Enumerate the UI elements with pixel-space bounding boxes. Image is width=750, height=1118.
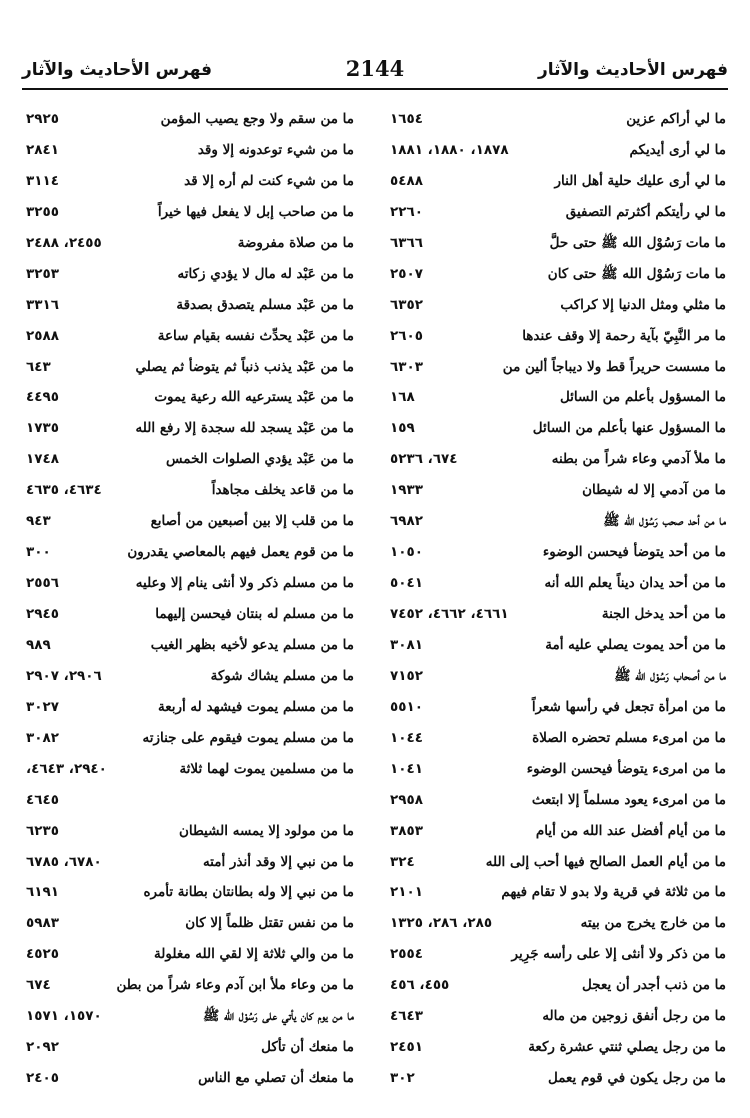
entry-text: ما من صاحب إبل لا يفعل فيها خيراً [157, 203, 354, 220]
index-entry [22, 939, 362, 970]
entry-text: ما من نفس تقتل ظلماً إلا كان [185, 915, 354, 932]
entry-reference-number: ٢٤٥٥، ٢٤٨٨ [26, 234, 102, 251]
index-entry [22, 785, 362, 816]
entry-reference-number: ٧١٥٢ [390, 667, 423, 684]
index-entry [386, 1001, 726, 1032]
entry-text: ما مر النَّبِيّ بآية رحمة إلا وقف عندها [522, 327, 726, 344]
index-entry [386, 847, 726, 878]
index-entry [22, 321, 362, 352]
entry-text: ما من مسلم يشاك شوكة [210, 667, 354, 684]
entry-text: ما المسؤول بأعلم من السائل [559, 389, 726, 406]
entry-text: ما من نبي إلا وقد أنذر أمته [202, 853, 354, 870]
entry-reference-number: ٤٥٢٥ [26, 946, 59, 963]
index-entry [22, 1032, 362, 1063]
entry-text: ما مات رَسُوْل الله ﷺ حتى كان [547, 265, 726, 282]
entry-text: ما مات رَسُوْل الله ﷺ حتى حلَّ [549, 234, 726, 251]
entry-reference-number: ١٠٤١ [390, 760, 423, 777]
entry-reference-number: ٦٧٤، ٥٢٣٦ [390, 451, 458, 468]
entry-text: ما لي رأيتكم أكثرتم التصفيق [565, 203, 726, 220]
index-entry [22, 661, 362, 692]
entry-reference-number: ٢٥٠٧ [390, 265, 423, 282]
entry-text: ما من شيء توعدونه إلا وقد [197, 141, 354, 158]
entry-text: ما مسست حريراً قط ولا ديباجاً ألين من [502, 358, 726, 375]
index-entry [386, 1032, 726, 1063]
index-entry [22, 537, 362, 568]
index-entry [386, 475, 726, 506]
entry-text: ما من آدمي إلا له شيطان [582, 482, 726, 499]
index-entry [386, 661, 726, 692]
entry-reference-number: ١٠٥٠ [390, 544, 423, 561]
entry-reference-number: ٦٧٨٠، ٦٧٨٥ [26, 853, 102, 870]
index-entry [386, 352, 726, 383]
index-entry [22, 908, 362, 939]
index-entry [386, 723, 726, 754]
entry-text: ما لي أرى عليك حلية أهل النار [554, 172, 726, 189]
entry-reference-number: ١٧٤٨ [26, 451, 59, 468]
entry-text: ما من امرأة تجعل في رأسها شعراً [531, 698, 726, 715]
index-entry [386, 630, 726, 661]
index-entry [22, 847, 362, 878]
entry-reference-number: ٣٢٥٣ [26, 265, 59, 282]
entry-reference-number: ٣٠٢٧ [26, 698, 59, 715]
entry-reference-number: ٦١٩١ [26, 884, 59, 901]
index-entry [22, 599, 362, 630]
entry-reference-number: ٩٤٣ [26, 513, 51, 530]
entry-text: ما من رجل يكون في قوم يعمل [547, 1070, 726, 1087]
entry-text: ما من رجل يصلي ثنتي عشرة ركعة [528, 1039, 726, 1056]
entry-text: ما من عَبْد مسلم يتصدق بصدقة [176, 296, 354, 313]
entry-text: ما من مسلم يموت فيقوم على جنازته [142, 729, 354, 746]
index-entry [386, 754, 726, 785]
index-entry [22, 197, 362, 228]
entry-reference-number: ٢٨٥، ٢٨٦، ١٣٢٥ [390, 915, 493, 932]
index-entry [22, 1001, 362, 1032]
entry-text: ما من عَبْد يؤدي الصلوات الخمس [166, 451, 354, 468]
entry-text: ما من والي ثلاثة إلا لقي الله مغلولة [154, 946, 354, 963]
index-entry [22, 166, 362, 197]
index-entry [386, 228, 726, 259]
page-number: 2144 [345, 56, 405, 81]
entry-text: ما من قلب إلا بين أصبعين من أصابع [150, 513, 354, 530]
index-entry [22, 1063, 362, 1094]
entry-reference-number: ٣٠٠ [26, 544, 51, 561]
entry-reference-number: ٦٢٣٥ [26, 822, 59, 839]
entry-text: ما من صلاة مفروضة [237, 234, 354, 251]
entry-text: ما من أيام العمل الصالح فيها أحب إلى الله [485, 853, 726, 870]
entry-reference-number: ٢٢٦٠ [390, 203, 423, 220]
index-entry [386, 506, 726, 537]
entry-reference-number: ٩٨٩ [26, 636, 51, 653]
entry-text: ما لي أرى أيديكم [629, 141, 726, 158]
index-entry [386, 568, 726, 599]
index-entry [386, 692, 726, 723]
entry-reference-number: ٢٩٥٨ [390, 791, 423, 808]
index-entry [386, 970, 726, 1001]
index-entry [22, 413, 362, 444]
entry-text: ما من عَبْد يحدِّث نفسه بقيام ساعة [157, 327, 354, 344]
index-entry [386, 1063, 726, 1094]
index-entry [22, 754, 362, 785]
running-title-left: فهرس الأحاديث والآثار [22, 60, 213, 80]
entry-reference-number: ٤٦٤٣ [390, 1008, 423, 1025]
entry-text: ما من عَبْد يسترعيه الله رعية يموت [154, 389, 354, 406]
entry-text: ما لي أراكم عزين [626, 111, 726, 127]
index-entry [22, 506, 362, 537]
entry-reference-number: ٤٥٥، ٤٥٦ [390, 977, 450, 994]
entry-reference-number: ١٥٩ [390, 420, 415, 437]
entry-text: ما مثلي ومثل الدنيا إلا كراكب [560, 296, 726, 313]
entry-reference-number: ٤٤٩٥ [26, 389, 59, 406]
entry-text: ما من مسلم يموت فيشهد له أربعة [157, 698, 354, 715]
page-header [22, 52, 728, 88]
entry-reference-number: ٢٩٤٠، ٤٦٤٣، [26, 760, 107, 777]
index-entry [22, 630, 362, 661]
entry-text: ما من أحد يتوضأ فيحسن الوضوء [542, 544, 726, 561]
entry-reference-number: ٤٦٤٥ [26, 791, 59, 808]
entry-reference-number: ٣٣١٦ [26, 296, 59, 313]
entry-text: ما ملأ آدمي وعاء شراً من بطنه [551, 451, 726, 468]
entry-reference-number: ١٦٥٤ [390, 111, 423, 127]
entry-text: ما من أيام أفضل عند الله من أيام [535, 822, 726, 839]
entry-text: ما من يوم كان يأتي على رَسُوْل الله ﷺ [202, 1008, 354, 1025]
entry-reference-number: ٥٤٨٨ [390, 172, 423, 189]
entry-text: ما من مسلم يدعو لأخيه بظهر الغيب [150, 636, 354, 653]
index-entry [386, 413, 726, 444]
index-entry [386, 382, 726, 413]
entry-reference-number: ١٦٨ [390, 389, 415, 406]
entry-reference-number: ٦٤٣ [26, 358, 51, 375]
entry-text: ما من عَبْد يذنب ذنباً ثم يتوضأ ثم يصلي [135, 358, 354, 375]
entry-text: ما من عَبْد يسجد لله سجدة إلا رفع الله [135, 420, 354, 437]
entry-text: ما من امرىء يعود مسلماً إلا ابتعث [531, 791, 726, 808]
index-entry [22, 970, 362, 1001]
entry-text: ما منعك أن تصلي مع الناس [198, 1070, 354, 1087]
index-entry [386, 444, 726, 475]
entry-text: ما من ذنب أجدر أن يعجل [582, 977, 726, 994]
entry-reference-number: ٦٣٥٢ [390, 296, 423, 313]
index-entry [386, 908, 726, 939]
entry-text: ما من شيء كنت لم أره إلا قد [184, 172, 354, 189]
entry-reference-number: ٤٦٣٤، ٤٦٣٥ [26, 482, 102, 499]
entry-text: ما من وعاء ملأ ابن آدم وعاء شراً من بطن [116, 977, 354, 994]
entry-reference-number: ٦٣٦٦ [390, 234, 423, 251]
entry-reference-number: ٦٧٤ [26, 977, 51, 994]
entry-text: ما من امرىء يتوضأ فيحسن الوضوء [526, 760, 726, 777]
index-entry [386, 166, 726, 197]
index-entry [386, 785, 726, 816]
index-entry [22, 877, 362, 908]
entry-reference-number: ١٩٣٣ [390, 482, 423, 499]
index-entry [22, 692, 362, 723]
entry-reference-number: ٢٨٤١ [26, 141, 59, 158]
entry-text: ما من ذكر ولا أنثى إلا على رأسه جَرِير [511, 946, 726, 963]
entry-reference-number: ٣٠٨١ [390, 636, 423, 653]
entry-reference-number: ٢٤٠٥ [26, 1070, 59, 1087]
index-entry [22, 259, 362, 290]
entry-reference-number: ٣٢٤ [390, 853, 415, 870]
entry-reference-number: ٢٥٨٨ [26, 327, 59, 344]
entry-reference-number: ٣٠٢ [390, 1070, 415, 1087]
running-title-right: فهرس الأحاديث والآثار [537, 60, 728, 80]
entry-reference-number: ٤٦٦١، ٤٦٦٢، ٧٤٥٢ [390, 606, 509, 622]
entry-text: ما من قوم يعمل فيهم بالمعاصي يقدرون [127, 544, 354, 561]
index-entry [22, 352, 362, 383]
entry-reference-number: ٢٥٥٤ [390, 946, 423, 963]
entry-text: ما من سقم ولا وجع يصيب المؤمن [160, 111, 354, 127]
entry-text: ما من عَبْد له مال لا يؤدي زكاته [177, 265, 354, 282]
entry-text: ما المسؤول عنها بأعلم من السائل [532, 420, 726, 437]
index-entry [22, 475, 362, 506]
entry-reference-number: ٥٥١٠ [390, 698, 423, 715]
index-entry [386, 135, 726, 166]
index-entry [386, 104, 726, 135]
entry-text: ما من امرىء مسلم تحضره الصلاة [532, 729, 726, 746]
entry-reference-number: ٢٥٥٦ [26, 575, 59, 592]
index-entry [386, 259, 726, 290]
entry-reference-number: ١٠٤٤ [390, 729, 423, 746]
index-entry [386, 290, 726, 321]
entry-reference-number: ٢٩٢٥ [26, 111, 59, 127]
index-entry [386, 537, 726, 568]
entry-reference-number: ١٨٧٨، ١٨٨٠، ١٨٨١ [390, 141, 509, 158]
index-entry [22, 723, 362, 754]
entry-reference-number: ٦٣٠٣ [390, 358, 423, 375]
entry-reference-number: ١٧٣٥ [26, 420, 59, 437]
entry-text: ما من أحد يدخل الجنة [601, 606, 726, 622]
index-entry [386, 939, 726, 970]
entry-reference-number: ٥٩٨٣ [26, 915, 59, 932]
entry-text: ما من أصحاب رَسُوْل الله ﷺ [614, 667, 726, 684]
entry-reference-number: ٢١٠١ [390, 884, 423, 901]
entry-reference-number: ٣١١٤ [26, 172, 59, 189]
entry-text: ما من خارج يخرج من بيته [580, 915, 726, 932]
entry-text: ما من نبي إلا وله بطانتان بطانة تأمره [143, 884, 354, 901]
entry-reference-number: ٢٦٠٥ [390, 327, 423, 344]
entry-reference-number: ٢٠٩٢ [26, 1039, 59, 1056]
entry-text: ما من أحد يموت يصلي عليه أمة [545, 636, 726, 653]
entry-reference-number: ٣٨٥٣ [390, 822, 423, 839]
entry-reference-number: ٦٩٨٢ [390, 513, 423, 530]
entry-reference-number: ٥٠٤١ [390, 575, 423, 592]
entry-reference-number: ٣٢٥٥ [26, 203, 59, 220]
entry-text: ما منعك أن تأكل [261, 1039, 354, 1056]
entry-reference-number: ٢٤٥١ [390, 1039, 423, 1056]
entry-reference-number: ١٥٧٠، ١٥٧١ [26, 1008, 102, 1025]
index-entry [22, 290, 362, 321]
index-entry [22, 816, 362, 847]
entry-text: ما من رجل أنفق زوجين من ماله [542, 1008, 726, 1025]
index-entry [22, 135, 362, 166]
entry-text: ما من أحد يدان ديناً يعلم الله أنه [544, 575, 726, 592]
index-entry [386, 816, 726, 847]
index-column-left [22, 104, 362, 1104]
entry-text: ما من أحد صحب رَسُوْل الله ﷺ [603, 513, 726, 530]
index-entry [22, 568, 362, 599]
entry-text: ما من قاعد يخلف مجاهداً [211, 482, 354, 499]
entry-text: ما من مولود إلا يمسه الشيطان [178, 822, 354, 839]
entry-text: ما من ثلاثة في قرية ولا بدو لا تقام فيهم [501, 884, 726, 901]
index-entry [22, 444, 362, 475]
entry-reference-number: ٣٠٨٢ [26, 729, 59, 746]
index-entry [22, 104, 362, 135]
entry-reference-number: ٢٩٤٥ [26, 606, 59, 622]
index-entry [386, 197, 726, 228]
index-entry [22, 228, 362, 259]
entry-reference-number: ٢٩٠٦، ٢٩٠٧ [26, 667, 102, 684]
index-column-right [386, 104, 726, 1104]
index-entry [386, 599, 726, 630]
index-entry [22, 382, 362, 413]
entry-text: ما من مسلم له بنتان فيحسن إليهما [155, 606, 354, 622]
index-entry [386, 877, 726, 908]
header-rule [22, 88, 728, 90]
entry-text: ما من مسلمين يموت لهما ثلاثة [179, 760, 354, 777]
entry-text: ما من مسلم ذكر ولا أنثى ينام إلا وعليه [135, 575, 354, 592]
index-entry [386, 321, 726, 352]
